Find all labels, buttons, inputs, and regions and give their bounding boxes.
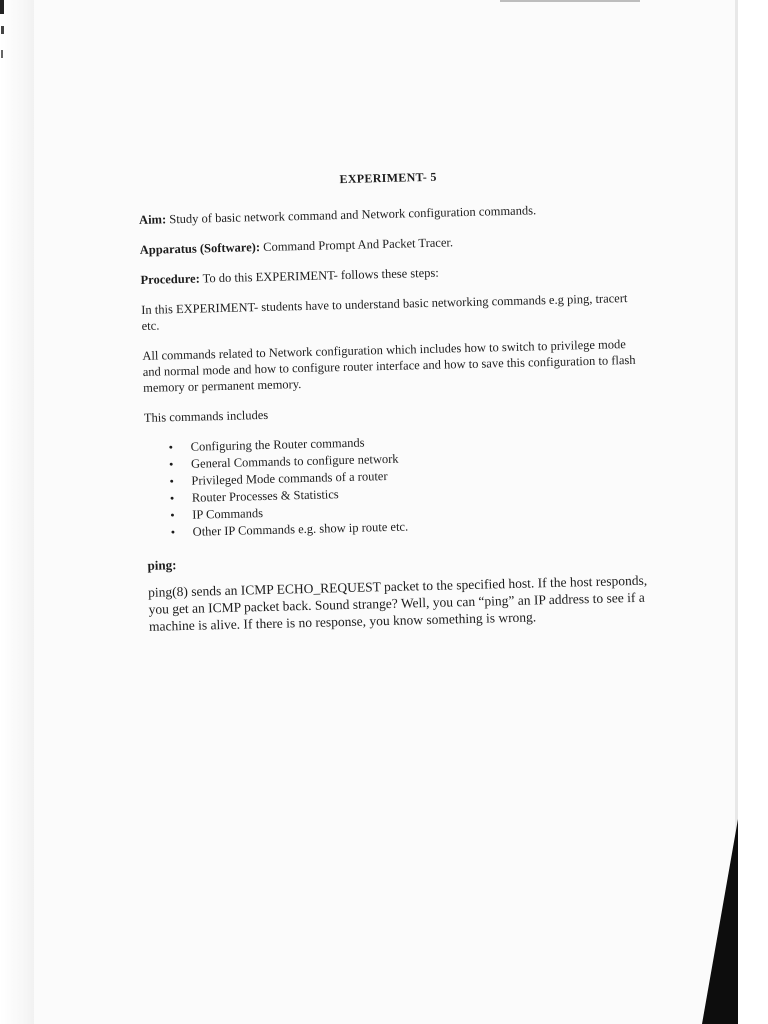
procedure-paragraph	[140, 260, 640, 288]
scan-right-margin	[738, 0, 768, 1024]
procedure-label: Procedure:	[140, 271, 200, 287]
commands-intro: This commands includes	[143, 407, 269, 425]
aim-label: Aim:	[138, 212, 167, 227]
aim-paragraph	[139, 200, 639, 228]
scan-edge-mark	[1, 50, 3, 58]
ping-heading: ping:	[147, 557, 177, 573]
document-body	[138, 164, 649, 635]
list-item: • Configuring the Router commands	[190, 428, 644, 456]
aim-text: Study of basic network command and Network configuration commands.	[169, 203, 537, 227]
scan-left-margin	[0, 0, 34, 1024]
scan-dark-corner	[702, 819, 738, 1024]
apparatus-paragraph	[140, 230, 640, 258]
list-item: • Privileged Mode commands of a router	[191, 462, 645, 490]
procedure-text: To do this EXPERIMENT- follows these steps:	[202, 265, 439, 286]
list-item: • IP Commands	[192, 496, 646, 524]
configuration-paragraph: All commands related to Network configuration which includes how to switch to privilege mode and normal mode and how to configure router interface and how to save this configuration to flash memory or permanent memory.	[142, 337, 636, 395]
intro-paragraph: In this EXPERIMENT- students have to understand basic networking commands e.g ping, tracert etc.	[141, 291, 628, 333]
scan-edge-mark	[0, 0, 4, 14]
list-item: • Other IP Commands e.g. show ip route etc.	[193, 513, 647, 541]
apparatus-text: Command Prompt And Packet Tracer.	[262, 235, 454, 254]
list-item: • General Commands to configure network	[191, 445, 645, 473]
page-title: EXPERIMENT- 5	[339, 169, 437, 187]
apparatus-label: Apparatus (Software):	[139, 240, 261, 257]
list-item: • Router Processes & Statistics	[192, 479, 646, 507]
commands-list	[144, 428, 646, 542]
scan-edge-mark	[1, 26, 4, 34]
scan-top-line	[500, 0, 640, 2]
ping-description: ping(8) sends an ICMP ECHO_REQUEST packet to the specified host. If the host responds, you get an ICMP packet back. Sound strange? Well, you can “ping” an IP address to see if a machine is alive. If there is no response, you know something is wrong.	[147, 572, 648, 634]
